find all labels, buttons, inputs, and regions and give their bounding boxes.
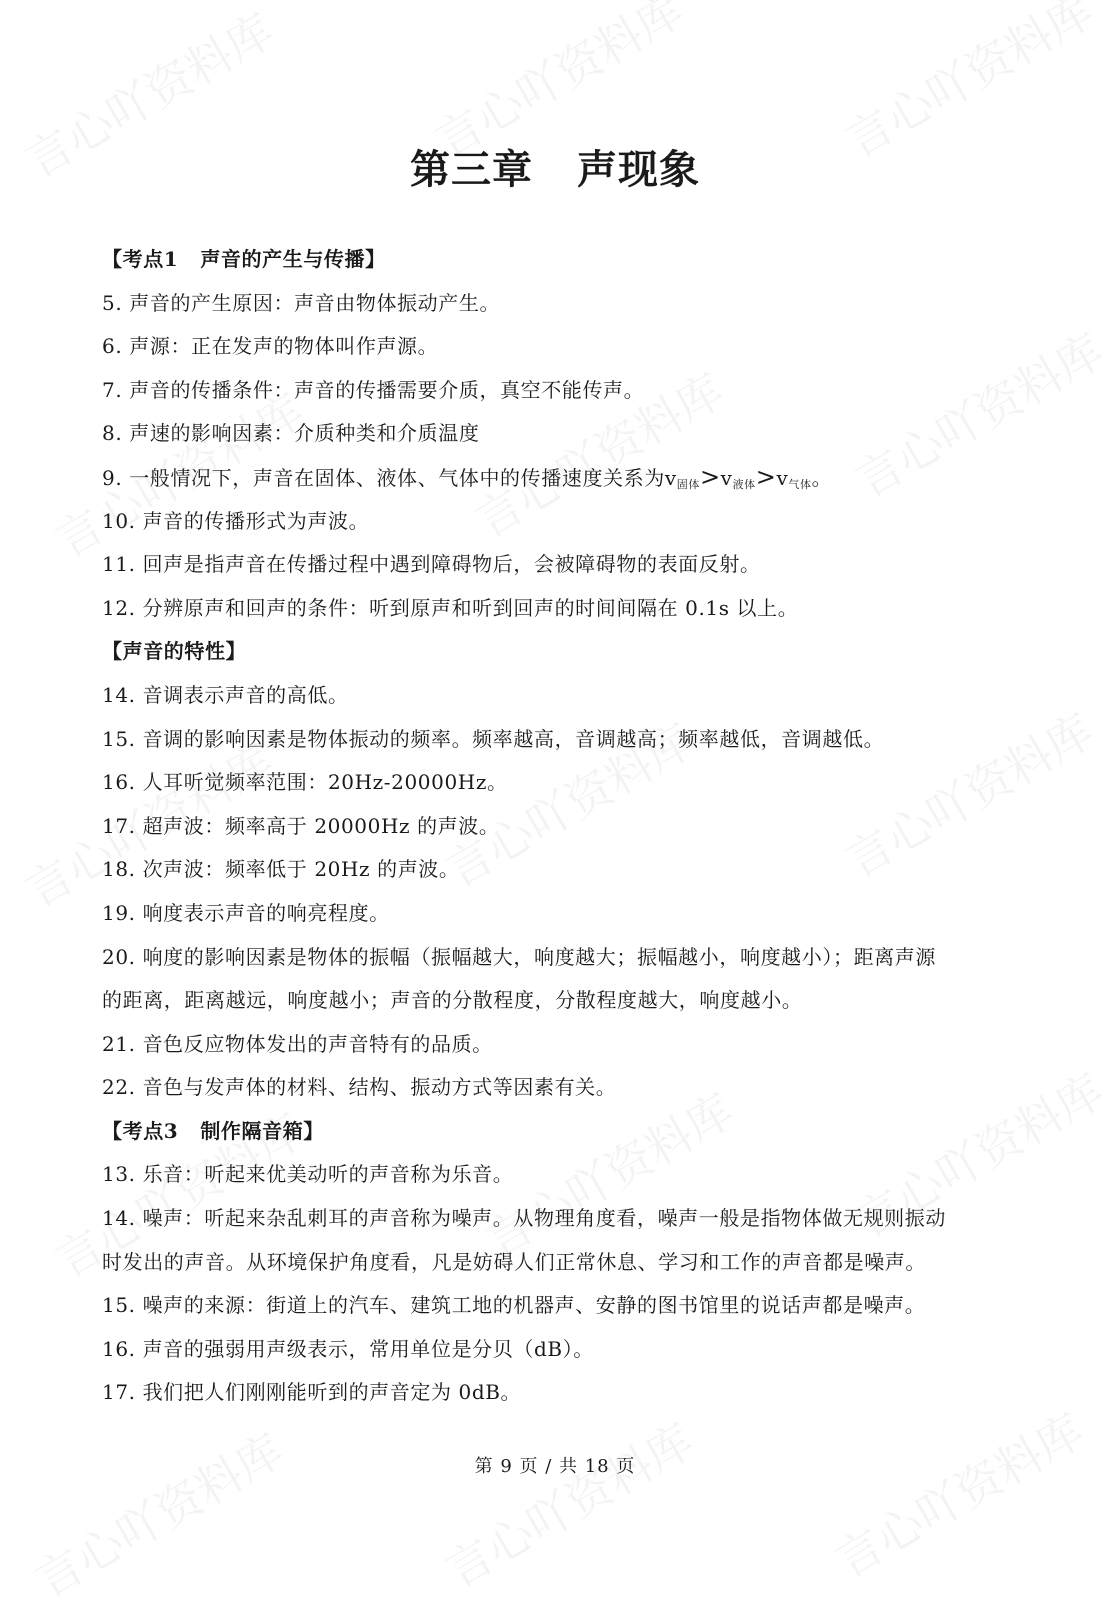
text-line: 11. 回声是指声音在传播过程中遇到障碍物后，会被障碍物的表面反射。 [102,552,761,577]
watermark [822,1395,1094,1590]
formula-v: v [664,465,677,490]
text-line: 7. 声音的传播条件：声音的传播需要介质，真空不能传声。 [102,377,645,402]
text-line: 21. 音色反应物体发出的声音特有的品质。 [102,1031,493,1056]
watermark [432,1405,704,1600]
section-heading: 【考点3 制作隔音箱】 [102,1118,324,1143]
chapter-name: 声现象 [577,146,700,193]
text-line: 8. 声速的影响因素：介质种类和介质温度 [102,421,480,446]
chapter-title [0,138,1110,195]
section-heading: 【声音的特性】 [102,639,247,664]
text-line-formula: 9. 一般情况下，声音在固体、液体、气体中的传播速度关系为$v_{固体}>v_{液体}>v_{气体}$。 [102,462,833,491]
section-heading: 【考点1 声音的产生与传播】 [102,247,386,271]
text-line: 16. 人耳听觉频率范围：20Hz-20000Hz。 [102,770,508,795]
text-line: 12. 分辨原声和回声的条件：听到原声和听到回声的时间间隔在 0.1s 以上。 [102,595,799,620]
text-line: 14. 音调表示声音的高低。 [102,682,349,707]
text-line: 时发出的声音。从环境保护角度看，凡是妨碍人们正常休息、学习和工作的声音都是噪声。 [102,1249,926,1274]
text-line: 19. 响度表示声音的响亮程度。 [102,900,390,925]
text-line: 14. 噪声：听起来杂乱刺耳的声音称为噪声。从物理角度看，噪声一般是指物体做无规则振动 [102,1206,946,1231]
document-body [102,238,1012,1415]
text-line: 13. 乐音：听起来优美动听的声音称为乐音。 [102,1162,514,1187]
text-line: 20. 响度的影响因素是物体的振幅（振幅越大，响度越大；振幅越小，响度越小）；距离声源 [102,944,936,969]
chapter-number: 第三章 [410,146,533,193]
text-line: 10. 声音的传播形式为声波。 [102,508,370,533]
watermark [22,1415,294,1610]
page-footer: 第 9 页 / 共 18 页 [474,1456,636,1477]
text-line: 18. 次声波：频率低于 20Hz 的声波。 [102,857,460,882]
text-line: 15. 音调的影响因素是物体振动的频率。频率越高，音调越高；频率越低，音调越低。 [102,726,885,751]
text-line: 17. 超声波：频率高于 20000Hz 的声波。 [102,813,500,838]
text-line: 17. 我们把人们刚刚能听到的声音定为 0dB。 [102,1380,522,1405]
text-line: 的距离，距离越远，响度越小；声音的分散程度，分散程度越大，响度越小。 [102,988,803,1013]
text-line: 22. 音色与发声体的材料、结构、振动方式等因素有关。 [102,1075,617,1100]
text-line: 15. 噪声的来源：街道上的汽车、建筑工地的机器声、安静的图书馆里的说话声都是噪声。 [102,1293,926,1318]
text-line: 16. 声音的强弱用声级表示，常用单位是分贝（dB）。 [102,1336,594,1361]
text-line: 5. 声音的产生原因：声音由物体振动产生。 [102,290,501,315]
text-line: 6. 声源：正在发声的物体叫作声源。 [102,334,439,359]
